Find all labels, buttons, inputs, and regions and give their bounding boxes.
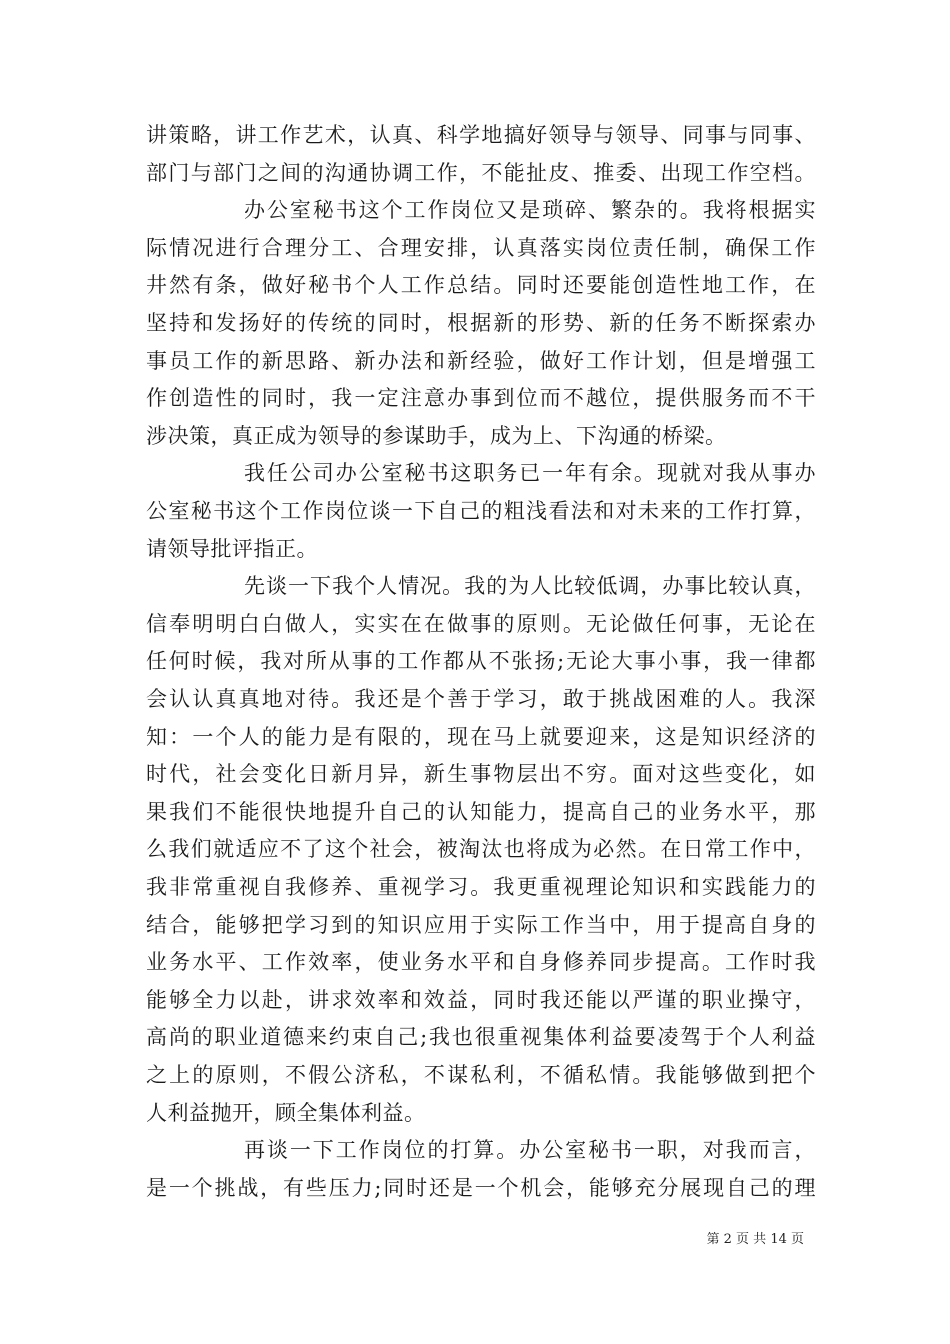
text-line: 果我们不能很快地提升自己的认知能力，提高自己的业务水平，那 xyxy=(146,800,816,824)
paragraph-end-line: 涉决策，真正成为领导的参谋助手，成为上、下沟通的桥梁。 xyxy=(146,424,727,448)
paragraph-start-line: 先谈一下我个人情况。我的为人比较低调，办事比较认真， xyxy=(244,574,816,598)
paragraph-end-line: 请领导批评指正。 xyxy=(146,537,318,561)
text-line: 时代，社会变化日新月异，新生事物层出不穷。面对这些变化，如 xyxy=(146,762,816,786)
text-line: 事员工作的新思路、新办法和新经验，做好工作计划，但是增强工 xyxy=(146,349,816,373)
text-line: 作创造性的同时，我一定注意办事到位而不越位，提供服务而不干 xyxy=(146,386,816,410)
text-line: 部门与部门之间的沟通协调工作，不能扯皮、推委、出现工作空档。 xyxy=(146,161,816,185)
paragraph-end-line: 人利益抛开，顾全集体利益。 xyxy=(146,1101,426,1125)
text-line: 高尚的职业道德来约束自己;我也很重视集体利益要凌驾于个人利益 xyxy=(146,1025,816,1049)
text-line: 业务水平、工作效率，使业务水平和自身修养同步提高。工作时我 xyxy=(146,950,816,974)
text-line: 能够全力以赴，讲求效率和效益，同时我还能以严谨的职业操守， xyxy=(146,988,816,1012)
text-line: 结合，能够把学习到的知识应用于实际工作当中，用于提高自身的 xyxy=(146,913,816,937)
text-line: 井然有条，做好秘书个人工作总结。同时还要能创造性地工作，在 xyxy=(146,273,816,297)
text-line: 我非常重视自我修养、重视学习。我更重视理论知识和实践能力的 xyxy=(146,875,816,899)
paragraph-start-line: 我任公司办公室秘书这职务已一年有余。现就对我从事办 xyxy=(244,461,816,485)
text-line: 公室秘书这个工作岗位谈一下自己的粗浅看法和对未来的工作打算， xyxy=(146,499,816,523)
text-line: 信奉明明白白做人，实实在在做事的原则。无论做任何事，无论在 xyxy=(146,612,816,636)
text-line: 际情况进行合理分工、合理安排，认真落实岗位责任制，确保工作 xyxy=(146,236,816,260)
text-line: 之上的原则，不假公济私，不谋私利，不循私情。我能够做到把个 xyxy=(146,1063,816,1087)
paragraph-start-line: 办公室秘书这个工作岗位又是琐碎、繁杂的。我将根据实 xyxy=(244,198,816,222)
text-line: 知：一个人的能力是有限的，现在马上就要迎来，这是知识经济的 xyxy=(146,725,816,749)
page-number-footer: 第 2 页 共 14 页 xyxy=(706,1232,804,1247)
text-line: 是一个挑战，有些压力;同时还是一个机会，能够充分展现自己的理 xyxy=(146,1176,816,1200)
text-line: 坚持和发扬好的传统的同时，根据新的形势、新的任务不断探索办 xyxy=(146,311,816,335)
text-line: 任何时候，我对所从事的工作都从不张扬;无论大事小事，我一律都 xyxy=(146,649,816,673)
text-line: 讲策略，讲工作艺术，认真、科学地搞好领导与领导、同事与同事、 xyxy=(146,123,816,147)
text-line: 么我们就适应不了这个社会，被淘汰也将成为必然。在日常工作中， xyxy=(146,837,816,861)
paragraph-start-line: 再谈一下工作岗位的打算。办公室秘书一职，对我而言， xyxy=(244,1138,816,1162)
text-line: 会认认真真地对待。我还是个善于学习，敢于挑战困难的人。我深 xyxy=(146,687,816,711)
